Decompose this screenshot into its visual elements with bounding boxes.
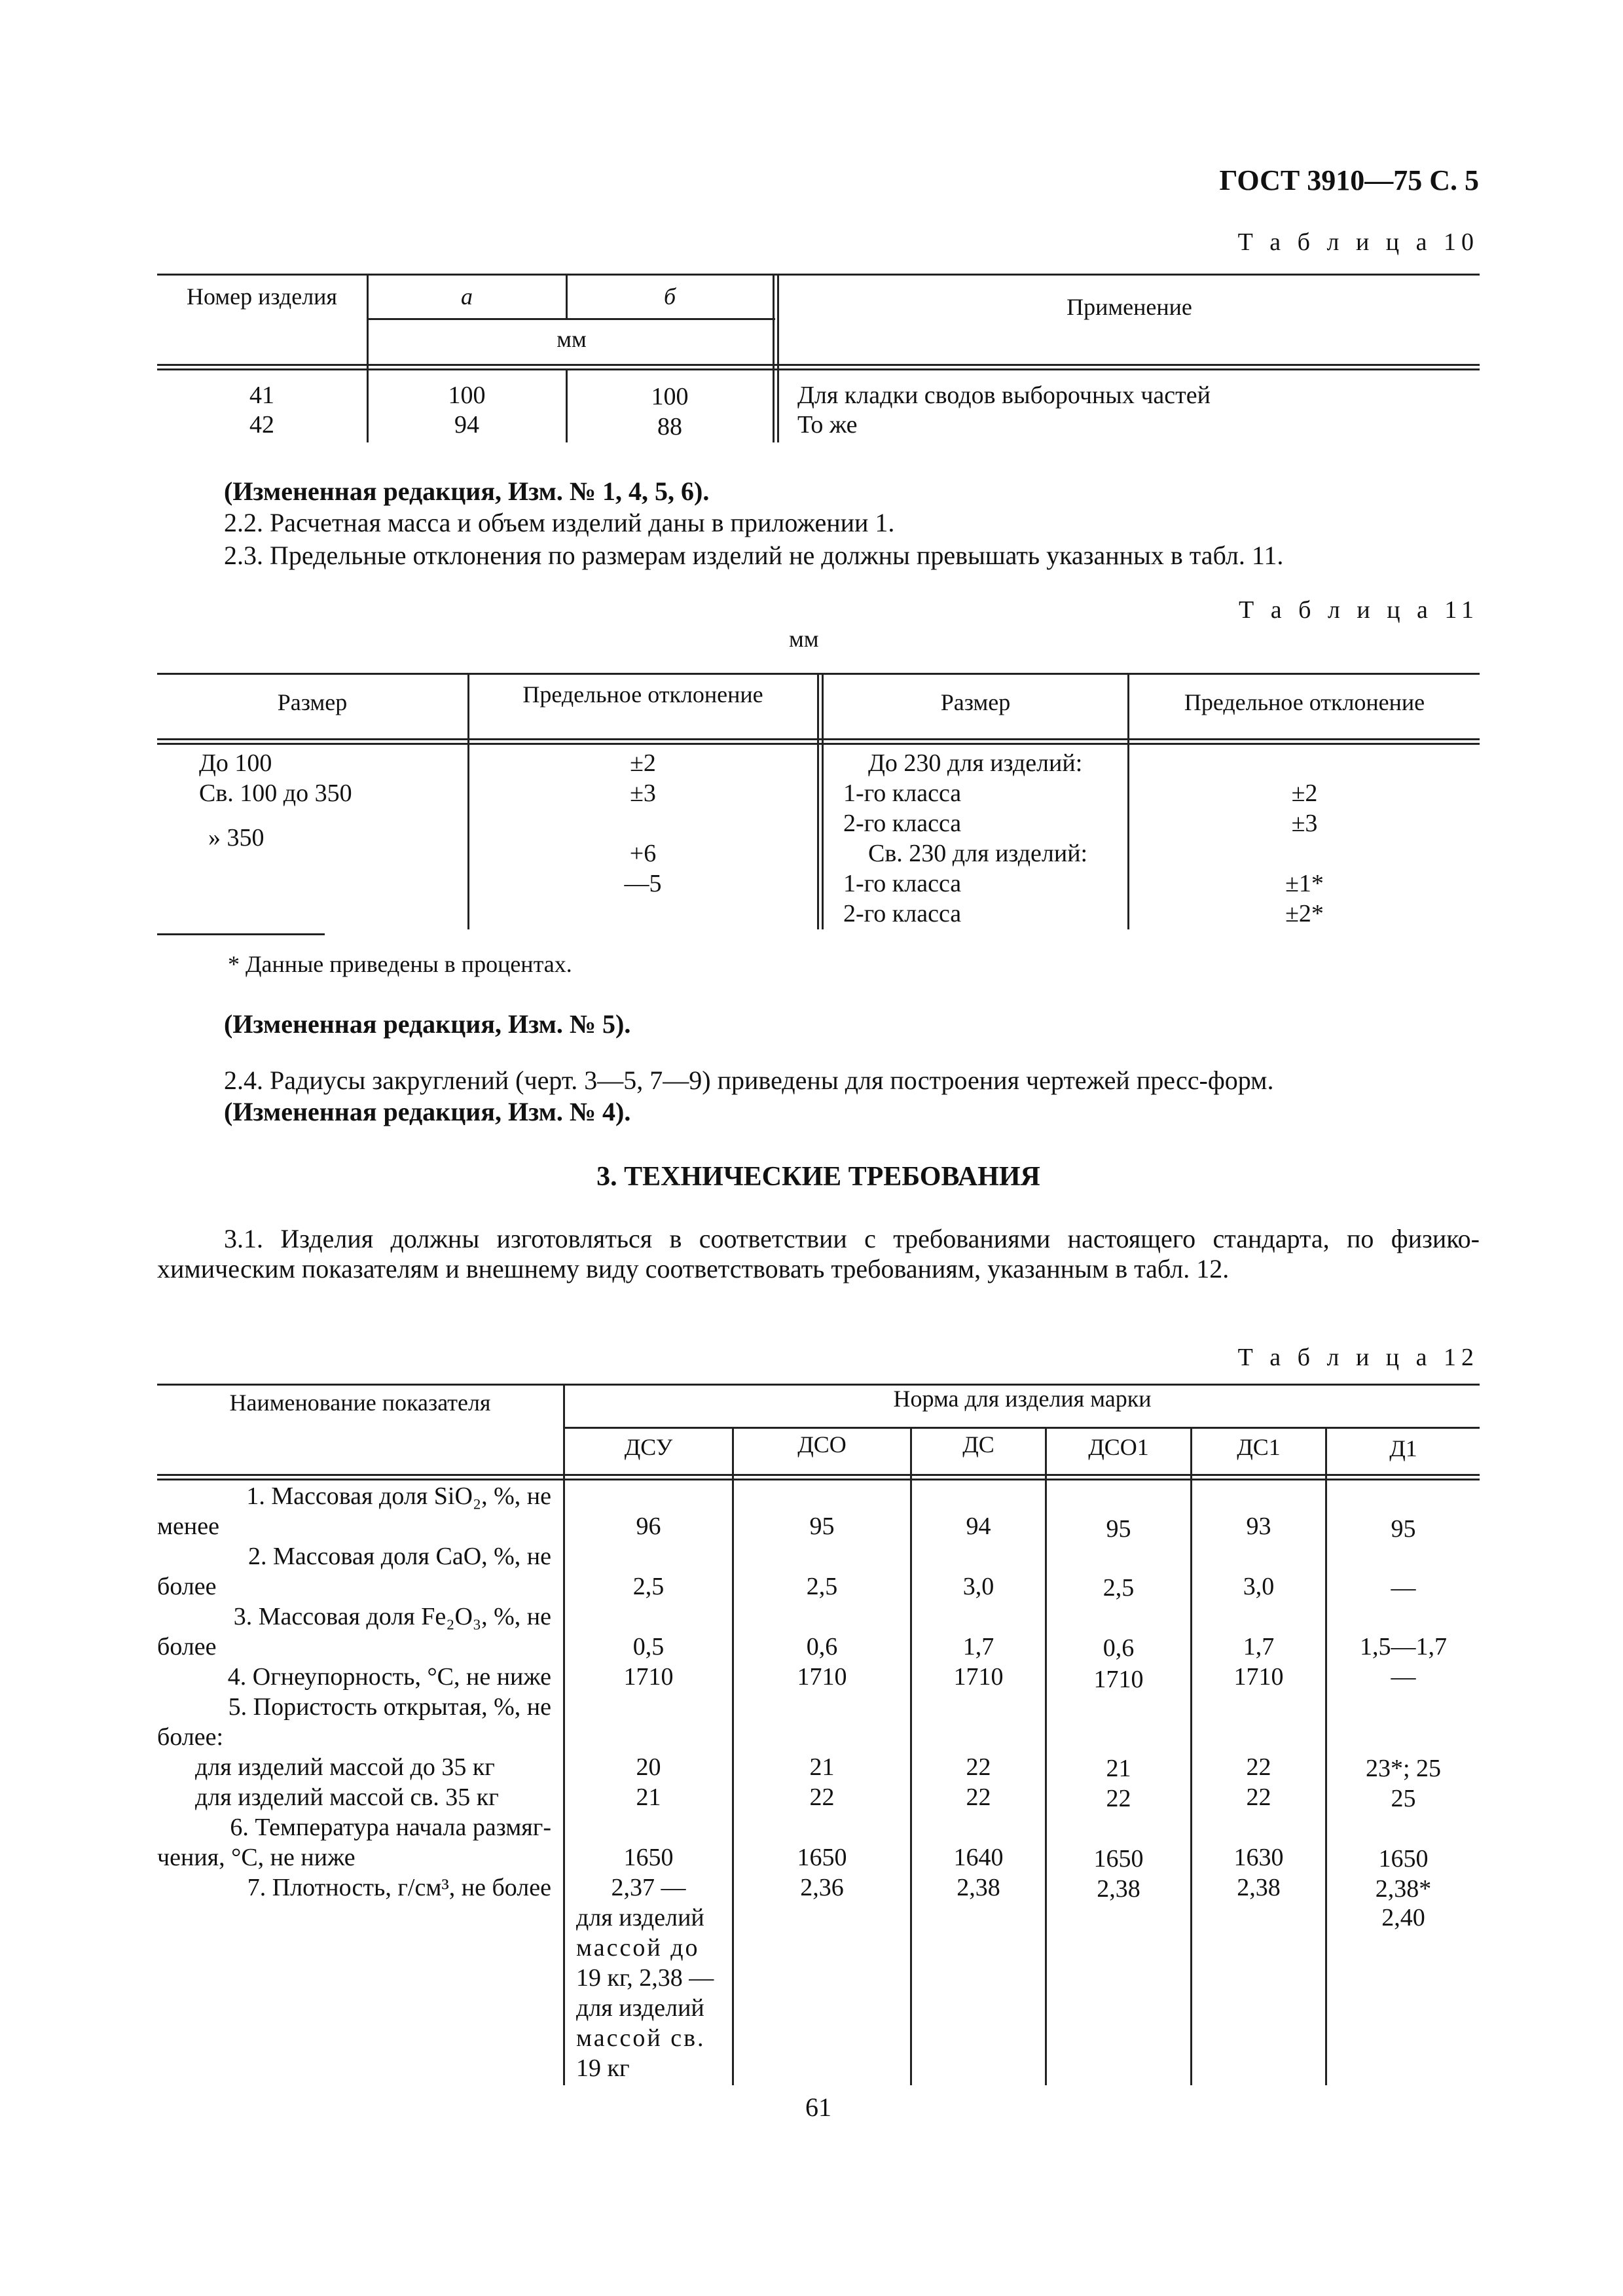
table10-row-a: 94 bbox=[454, 411, 479, 439]
table10-col-use: Применение bbox=[1067, 294, 1192, 320]
table12-value: 2,36 bbox=[800, 1874, 844, 1901]
table10-row-use: Для кладки сводов выборочных частей bbox=[797, 382, 1211, 409]
table12-value: 22 bbox=[966, 1753, 991, 1781]
table11-right-size: Св. 230 для изделий: bbox=[868, 840, 1088, 867]
table11-right-size: 1-го класса bbox=[843, 780, 962, 807]
table12-value: 25 bbox=[1391, 1785, 1416, 1812]
table12-value: — bbox=[1391, 1574, 1416, 1602]
table10-row-a: 100 bbox=[448, 382, 486, 409]
table12-value: 1710 bbox=[1233, 1663, 1284, 1691]
table11-col-deviation-2: Предельное отклонение bbox=[1184, 689, 1425, 715]
table12-indicator: более: bbox=[157, 1723, 224, 1751]
table12-col-indicator: Наименование показателя bbox=[229, 1390, 491, 1416]
table11-left-size: Св. 100 до 350 bbox=[199, 780, 352, 807]
table11-right-size: 2-го класса bbox=[843, 810, 962, 837]
table10-col-b: б bbox=[663, 283, 676, 310]
table12-mark: ДС bbox=[962, 1431, 994, 1458]
table12-value: 20 bbox=[636, 1753, 661, 1781]
table12-indicator: 3. Массовая доля Fe₂O₃, %, не bbox=[233, 1603, 551, 1630]
section-title: 3. ТЕХНИЧЕСКИЕ ТРЕБОВАНИЯ bbox=[596, 1162, 1040, 1192]
table10-row-b: 88 bbox=[657, 413, 682, 440]
table12-value: 3,0 bbox=[962, 1573, 994, 1600]
table12-value: 23*; 25 bbox=[1365, 1755, 1442, 1782]
table12-indicator: 5. Пористость открытая, %, не bbox=[228, 1693, 551, 1721]
table12-value: 21 bbox=[1106, 1755, 1131, 1782]
paragraph-2-2: 2.2. Расчетная масса и объем изделий даны в приложении 1. bbox=[224, 508, 895, 537]
table12-indicator: менее bbox=[157, 1513, 219, 1540]
table12-value: 93 bbox=[1246, 1513, 1271, 1540]
table12-density-note: для изделий bbox=[576, 1994, 704, 2022]
table12-mark: ДС1 bbox=[1237, 1434, 1281, 1460]
table10-col-a: а bbox=[461, 283, 473, 310]
table11-col-deviation: Предельное отклонение bbox=[522, 681, 763, 708]
page-number: 61 bbox=[805, 2092, 831, 2122]
table11-unit: мм bbox=[789, 626, 819, 652]
table12-value: 0,6 bbox=[1103, 1634, 1135, 1662]
amendment-note: (Измененная редакция, Изм. № 4). bbox=[224, 1097, 631, 1126]
table11-left-dev: +6 bbox=[629, 840, 657, 867]
table11-right-dev: ±2 bbox=[1291, 780, 1318, 807]
table10-row-use: То же bbox=[797, 411, 858, 439]
table12-value: 1650 bbox=[623, 1844, 674, 1871]
table10-row-b: 100 bbox=[651, 383, 689, 410]
table12-value: 96 bbox=[636, 1513, 661, 1540]
table12-value: 95 bbox=[809, 1513, 835, 1540]
table11-right-size: 1-го класса bbox=[843, 870, 962, 897]
table12-caption: Т а б л и ц а 12 bbox=[1237, 1344, 1479, 1371]
table12-value: 1640 bbox=[953, 1844, 1004, 1871]
table12-value: 2,38 bbox=[1097, 1875, 1140, 1903]
table12-indicator: 1. Массовая доля SiO₂, %, не bbox=[246, 1482, 551, 1510]
table12-indicator: для изделий массой до 35 кг bbox=[195, 1753, 495, 1781]
table11-left-size: До 100 bbox=[199, 749, 272, 777]
table12-value: 2,40 bbox=[1381, 1904, 1425, 1931]
table12-value: 22 bbox=[1106, 1785, 1131, 1812]
table12-value: 1,5—1,7 bbox=[1360, 1633, 1447, 1660]
table12-value: 0,5 bbox=[632, 1633, 665, 1660]
table10-row-number: 41 bbox=[249, 382, 274, 409]
paragraph-2-3: 2.3. Предельные отклонения по размерам изделий не должны превышать указанных в табл. 11. bbox=[224, 541, 1284, 570]
table10-unit: мм bbox=[556, 326, 587, 352]
table12-indicator: 4. Огнеупорность, °С, не ниже bbox=[227, 1663, 551, 1691]
table12-density-note: 19 кг bbox=[576, 2054, 630, 2082]
table12-mark: ДСО bbox=[797, 1431, 847, 1458]
table12-mark: ДСУ bbox=[624, 1434, 673, 1460]
table12-density-note: массой св. bbox=[576, 2024, 706, 2052]
table12-indicator: для изделий массой св. 35 кг bbox=[195, 1784, 499, 1811]
table12-value: 1,7 bbox=[962, 1633, 994, 1660]
table12-mark: Д1 bbox=[1389, 1435, 1417, 1462]
table12-density-note: массой до bbox=[576, 1934, 700, 1962]
table10-col-number: Номер изделия bbox=[187, 283, 337, 310]
table12-density-note: для изделий bbox=[576, 1904, 704, 1931]
table12-indicator: чения, °С, не ниже bbox=[157, 1844, 356, 1871]
table12-value: 3,0 bbox=[1243, 1573, 1275, 1600]
table12-value: 1,7 bbox=[1243, 1633, 1275, 1660]
amendment-note: (Измененная редакция, Изм. № 1, 4, 5, 6). bbox=[224, 476, 710, 506]
table12-value: 21 bbox=[809, 1753, 835, 1781]
table10-caption: Т а б л и ц а 10 bbox=[1237, 228, 1479, 256]
table12-value: 2,38 bbox=[957, 1874, 1000, 1901]
table12-value: 22 bbox=[1246, 1753, 1271, 1781]
table12-value: 2,38* bbox=[1375, 1875, 1432, 1903]
table12-value: 1710 bbox=[1093, 1666, 1144, 1693]
table12-value: 22 bbox=[966, 1784, 991, 1811]
amendment-note: (Измененная редакция, Изм. № 5). bbox=[224, 1009, 631, 1039]
table12-value: 22 bbox=[1246, 1784, 1271, 1811]
table12-value: 1710 bbox=[953, 1663, 1004, 1691]
table11-right-size: До 230 для изделий: bbox=[868, 749, 1083, 777]
table11-left-dev: ±3 bbox=[630, 780, 656, 807]
table12-value: 2,37 — bbox=[611, 1874, 686, 1901]
table11-right-size: 2-го класса bbox=[843, 900, 962, 927]
table12-value: 1710 bbox=[623, 1663, 674, 1691]
table11-right-dev: ±2* bbox=[1285, 900, 1324, 927]
table12-value: 1710 bbox=[797, 1663, 847, 1691]
table12-value: 0,6 bbox=[806, 1633, 838, 1660]
table12-col-norm: Норма для изделия марки bbox=[893, 1386, 1152, 1412]
table11-left-size: » 350 bbox=[208, 824, 264, 852]
document-header: ГОСТ 3910—75 С. 5 bbox=[1219, 164, 1479, 196]
table12-indicator: 2. Массовая доля CaO, %, не bbox=[248, 1543, 551, 1570]
table12-value: 1630 bbox=[1233, 1844, 1284, 1871]
table11-col-size-2: Размер bbox=[940, 689, 1011, 715]
table12-value: 95 bbox=[1391, 1515, 1416, 1543]
table12-value: 1650 bbox=[1378, 1845, 1429, 1873]
table12-density-note: 19 кг, 2,38 — bbox=[576, 1964, 714, 1992]
table12-value: 1650 bbox=[797, 1844, 847, 1871]
table12-indicator: 6. Температура начала размяг- bbox=[230, 1814, 551, 1841]
table11-right-dev: ±1* bbox=[1285, 870, 1324, 897]
table12-value: 94 bbox=[966, 1513, 991, 1540]
table12-value: 2,5 bbox=[806, 1573, 838, 1600]
table12-value: 2,38 bbox=[1237, 1874, 1281, 1901]
table11-col-size: Размер bbox=[277, 689, 348, 715]
paragraph-3-1: 3.1. Изделия должны изготовляться в соответствии с требованиями настоящего стандарта, по физико-химическим показателям и внешнему виду соответствовать требованиям, указанным в табл. 12. bbox=[157, 1224, 1480, 1283]
table10-row-number: 42 bbox=[249, 411, 274, 439]
table12-value: 21 bbox=[636, 1784, 661, 1811]
table12-value: 1650 bbox=[1093, 1845, 1144, 1873]
table11-left-dev: —5 bbox=[624, 870, 662, 897]
table12-value: 95 bbox=[1106, 1515, 1131, 1543]
table12-mark: ДСО1 bbox=[1088, 1434, 1149, 1460]
table12-value: 2,5 bbox=[1103, 1574, 1135, 1602]
paragraph-2-4: 2.4. Радиусы закруглений (черт. 3—5, 7—9) приведены для построения чертежей пресс-форм. bbox=[224, 1066, 1274, 1095]
table12-indicator: 7. Плотность, г/см³, не более bbox=[247, 1874, 551, 1901]
table12-value: 2,5 bbox=[632, 1573, 665, 1600]
table11-caption: Т а б л и ц а 11 bbox=[1238, 596, 1479, 624]
table11-left-dev: ±2 bbox=[630, 749, 656, 777]
table12-value: 22 bbox=[809, 1784, 835, 1811]
table12-indicator: более bbox=[157, 1573, 217, 1600]
footnote-rule bbox=[157, 933, 325, 935]
table11-right-dev: ±3 bbox=[1291, 810, 1318, 837]
table11-footnote: * Данные приведены в процентах. bbox=[228, 951, 572, 977]
table12-indicator: более bbox=[157, 1633, 217, 1660]
table12-value: — bbox=[1391, 1663, 1416, 1691]
